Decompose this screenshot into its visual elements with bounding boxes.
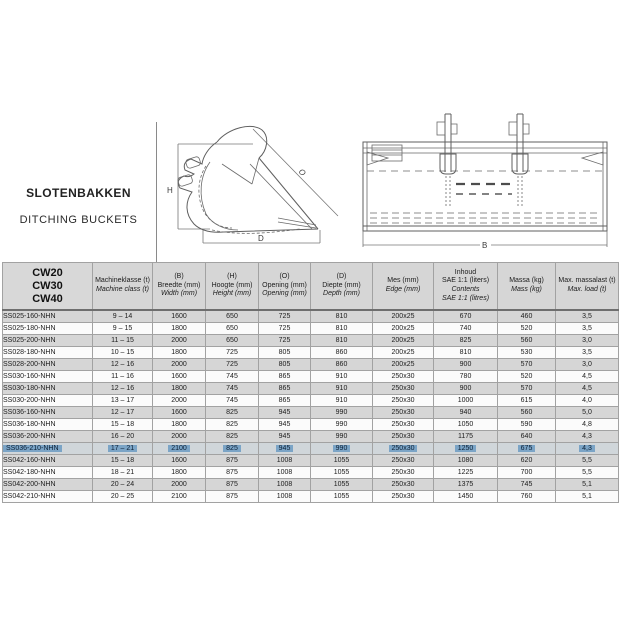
edge-cell: 250x30 (373, 419, 434, 431)
column-header-1: (B) Breedte (mm) Width (mm) (153, 263, 206, 311)
model-cell: SS036-210-NHN (3, 443, 93, 455)
machine-class-cell: 18 – 21 (93, 467, 153, 479)
height-cell: 725 (206, 347, 259, 359)
width-cell: 2000 (153, 335, 206, 347)
mass-cell: 520 (498, 371, 556, 383)
contents-cell: 1250 (434, 443, 498, 455)
max-load-cell: 3,5 (556, 323, 619, 335)
contents-cell: 670 (434, 310, 498, 323)
mass-cell: 675 (498, 443, 556, 455)
max-load-cell: 4,3 (556, 431, 619, 443)
machine-class-cell: 16 – 20 (93, 431, 153, 443)
opening-cell: 1008 (259, 455, 311, 467)
machine-class-cell: 12 – 16 (93, 359, 153, 371)
table-row[interactable] (3, 310, 619, 323)
depth-cell: 910 (311, 395, 373, 407)
height-cell: 825 (206, 431, 259, 443)
mass-cell: 560 (498, 335, 556, 347)
height-cell: 825 (206, 419, 259, 431)
width-cell: 1600 (153, 455, 206, 467)
coupler-cw20: CW20 (32, 266, 63, 279)
title-dutch: SLOTENBAKKEN (26, 186, 131, 200)
table-row[interactable] (3, 431, 619, 443)
mass-cell: 590 (498, 419, 556, 431)
width-cell: 1600 (153, 407, 206, 419)
opening-cell: 945 (259, 419, 311, 431)
column-header-0: Machineklasse (t) Machine class (t) (93, 263, 153, 311)
max-load-cell: 4,8 (556, 419, 619, 431)
depth-cell: 1055 (311, 467, 373, 479)
height-cell: 745 (206, 395, 259, 407)
opening-cell: 725 (259, 310, 311, 323)
depth-cell: 910 (311, 371, 373, 383)
mass-cell: 570 (498, 383, 556, 395)
edge-cell: 250x30 (373, 467, 434, 479)
opening-cell: 1008 (259, 479, 311, 491)
bucket-front-view-drawing (350, 112, 618, 260)
edge-cell: 200x25 (373, 335, 434, 347)
page-title (0, 186, 157, 226)
height-cell: 875 (206, 455, 259, 467)
coupler-cw40: CW40 (32, 292, 63, 305)
height-cell: 875 (206, 479, 259, 491)
contents-cell: 740 (434, 323, 498, 335)
machine-class-cell: 11 – 15 (93, 335, 153, 347)
depth-cell: 860 (311, 347, 373, 359)
edge-cell: 250x30 (373, 371, 434, 383)
edge-cell: 250x30 (373, 443, 434, 455)
model-cell: SS030-200-NHN (3, 395, 93, 407)
machine-class-cell: 17 – 21 (93, 443, 153, 455)
height-cell: 875 (206, 491, 259, 503)
depth-cell: 1055 (311, 491, 373, 503)
table-row[interactable] (3, 479, 619, 491)
contents-cell: 780 (434, 371, 498, 383)
width-cell: 1600 (153, 310, 206, 323)
depth-cell: 910 (311, 383, 373, 395)
contents-cell: 810 (434, 347, 498, 359)
height-cell: 650 (206, 323, 259, 335)
contents-cell: 1080 (434, 455, 498, 467)
machine-class-cell: 9 – 14 (93, 310, 153, 323)
table-row[interactable] (3, 323, 619, 335)
depth-cell: 990 (311, 407, 373, 419)
mounting-bracket-left (437, 114, 457, 207)
machine-class-cell: 12 – 16 (93, 383, 153, 395)
width-cell: 2000 (153, 359, 206, 371)
model-cell: SS028-180-NHN (3, 347, 93, 359)
depth-cell: 1055 (311, 479, 373, 491)
depth-cell: 810 (311, 323, 373, 335)
max-load-cell: 5,0 (556, 407, 619, 419)
height-cell: 875 (206, 467, 259, 479)
width-cell: 2100 (153, 491, 206, 503)
mass-cell: 560 (498, 407, 556, 419)
model-cell: SS036-180-NHN (3, 419, 93, 431)
edge-cell: 250x30 (373, 455, 434, 467)
max-load-cell: 3,5 (556, 310, 619, 323)
width-cell: 1800 (153, 383, 206, 395)
contents-cell: 1175 (434, 431, 498, 443)
model-cell: SS036-160-NHN (3, 407, 93, 419)
edge-cell: 250x30 (373, 431, 434, 443)
max-load-cell: 3,0 (556, 335, 619, 347)
contents-cell: 1050 (434, 419, 498, 431)
depth-cell: 990 (311, 443, 373, 455)
mass-cell: 460 (498, 310, 556, 323)
height-cell: 825 (206, 407, 259, 419)
depth-cell: 1055 (311, 455, 373, 467)
table-row[interactable] (3, 395, 619, 407)
model-cell: SS042-160-NHN (3, 455, 93, 467)
width-cell: 1600 (153, 371, 206, 383)
edge-cell: 200x25 (373, 310, 434, 323)
width-cell: 1800 (153, 419, 206, 431)
coupler-cw30: CW30 (32, 279, 63, 292)
mass-cell: 520 (498, 323, 556, 335)
machine-class-cell: 15 – 18 (93, 455, 153, 467)
table-row[interactable] (3, 407, 619, 419)
dim-label-D: D (258, 234, 264, 243)
column-header-5: Mes (mm) Edge (mm) (373, 263, 434, 311)
coupler-box (3, 263, 93, 311)
max-load-cell: 4,5 (556, 371, 619, 383)
model-cell: SS025-200-NHN (3, 335, 93, 347)
dim-label-H: H (167, 186, 173, 195)
title-english: DITCHING BUCKETS (19, 214, 138, 226)
max-load-cell: 4,0 (556, 395, 619, 407)
max-load-cell: 5,1 (556, 479, 619, 491)
edge-cell: 250x30 (373, 383, 434, 395)
model-cell: SS036-200-NHN (3, 431, 93, 443)
width-cell: 1800 (153, 347, 206, 359)
column-header-4: (D) Diepte (mm) Depth (mm) (311, 263, 373, 311)
edge-cell: 250x30 (373, 395, 434, 407)
max-load-cell: 3,0 (556, 359, 619, 371)
table-row[interactable] (3, 455, 619, 467)
machine-class-cell: 20 – 25 (93, 491, 153, 503)
table-row[interactable] (3, 335, 619, 347)
mass-cell: 570 (498, 359, 556, 371)
width-cell: 1800 (153, 323, 206, 335)
model-cell: SS042-200-NHN (3, 479, 93, 491)
depth-cell: 990 (311, 419, 373, 431)
max-load-cell: 4,3 (556, 443, 619, 455)
contents-cell: 1375 (434, 479, 498, 491)
edge-cell: 200x25 (373, 359, 434, 371)
machine-class-cell: 11 – 16 (93, 371, 153, 383)
mass-cell: 530 (498, 347, 556, 359)
table-row[interactable] (3, 419, 619, 431)
edge-cell: 250x30 (373, 491, 434, 503)
width-cell: 2000 (153, 479, 206, 491)
dim-label-B: B (482, 241, 488, 250)
column-header-7: Massa (kg) Mass (kg) (498, 263, 556, 311)
contents-cell: 1450 (434, 491, 498, 503)
max-load-cell: 5,5 (556, 467, 619, 479)
model-cell: SS025-180-NHN (3, 323, 93, 335)
max-load-cell: 3,5 (556, 347, 619, 359)
machine-class-cell: 12 – 17 (93, 407, 153, 419)
mass-cell: 745 (498, 479, 556, 491)
height-cell: 825 (206, 443, 259, 455)
max-load-cell: 4,5 (556, 383, 619, 395)
edge-cell: 200x25 (373, 323, 434, 335)
contents-cell: 900 (434, 359, 498, 371)
mounting-bracket-right (509, 114, 529, 207)
depth-cell: 810 (311, 310, 373, 323)
machine-class-cell: 15 – 18 (93, 419, 153, 431)
opening-cell: 805 (259, 359, 311, 371)
edge-cell: 250x30 (373, 479, 434, 491)
mass-cell: 700 (498, 467, 556, 479)
mass-cell: 760 (498, 491, 556, 503)
model-cell: SS028-200-NHN (3, 359, 93, 371)
height-cell: 745 (206, 371, 259, 383)
height-cell: 650 (206, 310, 259, 323)
opening-cell: 865 (259, 395, 311, 407)
dim-label-O: O (296, 167, 308, 178)
column-header-3: (O) Opening (mm) Opening (mm) (259, 263, 311, 311)
width-cell: 1800 (153, 467, 206, 479)
column-header-2: (H) Hoogte (mm) Height (mm) (206, 263, 259, 311)
contents-cell: 940 (434, 407, 498, 419)
table-row[interactable] (3, 491, 619, 503)
model-cell: SS042-180-NHN (3, 467, 93, 479)
mass-cell: 640 (498, 431, 556, 443)
depth-cell: 810 (311, 335, 373, 347)
opening-cell: 945 (259, 431, 311, 443)
opening-cell: 805 (259, 347, 311, 359)
contents-cell: 825 (434, 335, 498, 347)
contents-cell: 1225 (434, 467, 498, 479)
opening-cell: 1008 (259, 491, 311, 503)
opening-cell: 725 (259, 335, 311, 347)
edge-cell: 200x25 (373, 347, 434, 359)
bucket-side-view-drawing (160, 112, 348, 260)
model-cell: SS025-160-NHN (3, 310, 93, 323)
height-cell: 725 (206, 359, 259, 371)
machine-class-cell: 20 – 24 (93, 479, 153, 491)
spec-table (2, 262, 619, 503)
width-cell: 2100 (153, 443, 206, 455)
depth-cell: 860 (311, 359, 373, 371)
opening-cell: 945 (259, 443, 311, 455)
depth-cell: 990 (311, 431, 373, 443)
machine-class-cell: 10 – 15 (93, 347, 153, 359)
table-row[interactable] (3, 383, 619, 395)
opening-cell: 1008 (259, 467, 311, 479)
opening-cell: 865 (259, 371, 311, 383)
width-cell: 2000 (153, 431, 206, 443)
height-cell: 650 (206, 335, 259, 347)
max-load-cell: 5,5 (556, 455, 619, 467)
vertical-divider (156, 122, 157, 262)
model-cell: SS030-160-NHN (3, 371, 93, 383)
machine-class-cell: 9 – 15 (93, 323, 153, 335)
table-row[interactable] (3, 371, 619, 383)
edge-cell: 250x30 (373, 407, 434, 419)
mass-cell: 620 (498, 455, 556, 467)
contents-cell: 900 (434, 383, 498, 395)
column-header-6: Inhoud SAE 1:1 (liters) Contents SAE 1:1 (litres) (434, 263, 498, 311)
mass-cell: 615 (498, 395, 556, 407)
table-row[interactable] (3, 347, 619, 359)
opening-cell: 725 (259, 323, 311, 335)
column-header-8: Max. massalast (t) Max. load (t) (556, 263, 619, 311)
table-row-selected[interactable] (3, 443, 619, 455)
contents-cell: 1000 (434, 395, 498, 407)
table-row[interactable] (3, 359, 619, 371)
table-row[interactable] (3, 467, 619, 479)
machine-class-cell: 13 – 17 (93, 395, 153, 407)
opening-cell: 865 (259, 383, 311, 395)
model-cell: SS042-210-NHN (3, 491, 93, 503)
width-cell: 2000 (153, 395, 206, 407)
opening-cell: 945 (259, 407, 311, 419)
model-cell: SS030-180-NHN (3, 383, 93, 395)
height-cell: 745 (206, 383, 259, 395)
max-load-cell: 5,1 (556, 491, 619, 503)
table-header-row (3, 263, 619, 311)
